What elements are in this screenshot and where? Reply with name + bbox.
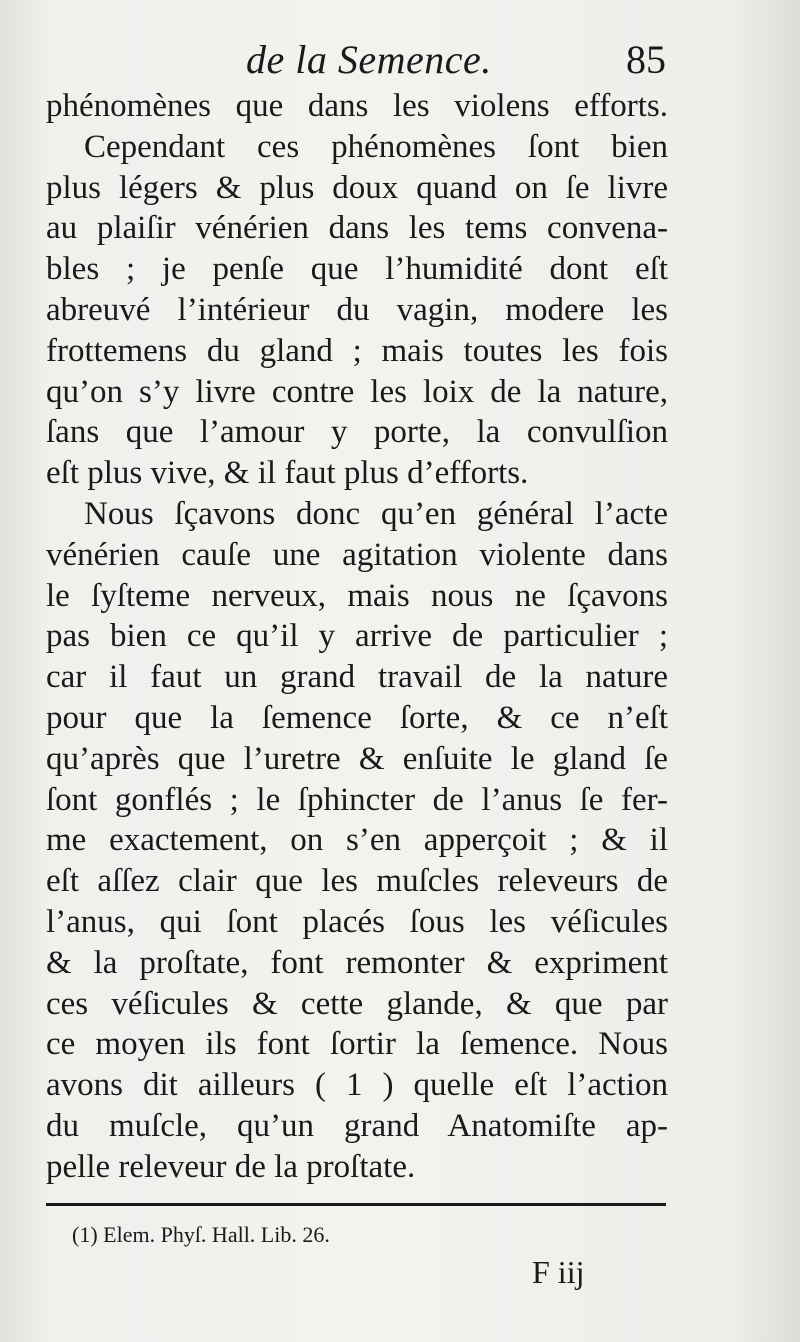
text-line: me exactement, on s’en apperçoit ; & il [46,822,668,859]
text-line: qu’après que l’uretre & enſuite le gland ſe [46,740,668,777]
footnote: (1) Elem. Phyſ. Hall. Lib. 26. [72,1222,330,1247]
text-line: eſt aſſez clair que les muſcles releveurs de [46,863,668,900]
text-line: Cependant ces phénomènes ſont bien [84,128,668,165]
text-line: vénérien cauſe une agitation violente dans [46,536,668,573]
text-line: avons dit ailleurs ( 1 ) quelle eſt l’action [46,1067,668,1104]
running-title: de la Semence. [246,37,492,82]
text-line: pour que la ſemence ſorte, & ce n’eſt [46,699,668,736]
text-line: ces véſicules & cette glande, & que par [46,985,668,1022]
text-line: car il faut un grand travail de la nature [46,659,668,696]
text-line: & la proſtate, font remonter & expriment [46,944,668,981]
text-line: phénomènes que dans les violens efforts. [46,88,668,124]
body-text [46,86,668,1188]
text-line: du muſcle, qu’un grand Anatomiſte ap- [46,1107,668,1144]
text-line: ſont gonflés ; le ſphincter de l’anus ſe fer- [46,781,668,818]
signature-mark: F iij [532,1254,585,1290]
text-line: ce moyen ils font ſortir la ſemence. Nous [46,1026,668,1063]
text-line: plus légers & plus doux quand on ſe livre [46,169,668,206]
text-line: bles ; je penſe que l’humidité dont eſt [46,251,668,288]
text-line: pelle releveur de la proſtate. [46,1148,416,1185]
text-line: pas bien ce qu’il y arrive de particulier ; [46,618,668,655]
text-line: qu’on s’y livre contre les loix de la nature, [46,373,668,410]
text-line: ſans que l’amour y porte, la convulſion [46,414,668,451]
page-header [0,36,800,86]
footnote-rule [46,1203,666,1206]
text-line: le ſyſteme nerveux, mais nous ne ſçavons [46,577,668,614]
text-line: frottemens du gland ; mais toutes les fois [46,332,668,369]
text-line: eſt plus vive, & il faut plus d’efforts. [46,455,529,492]
text-line: Nous ſçavons donc qu’en général l’acte [84,495,668,532]
text-line: abreuvé l’intérieur du vagin, modere les [46,291,668,328]
text-line: l’anus, qui ſont placés ſous les véſicules [46,903,668,940]
text-line: au plaiſir vénérien dans les tems convena- [46,210,668,247]
page-number: 85 [626,37,666,82]
